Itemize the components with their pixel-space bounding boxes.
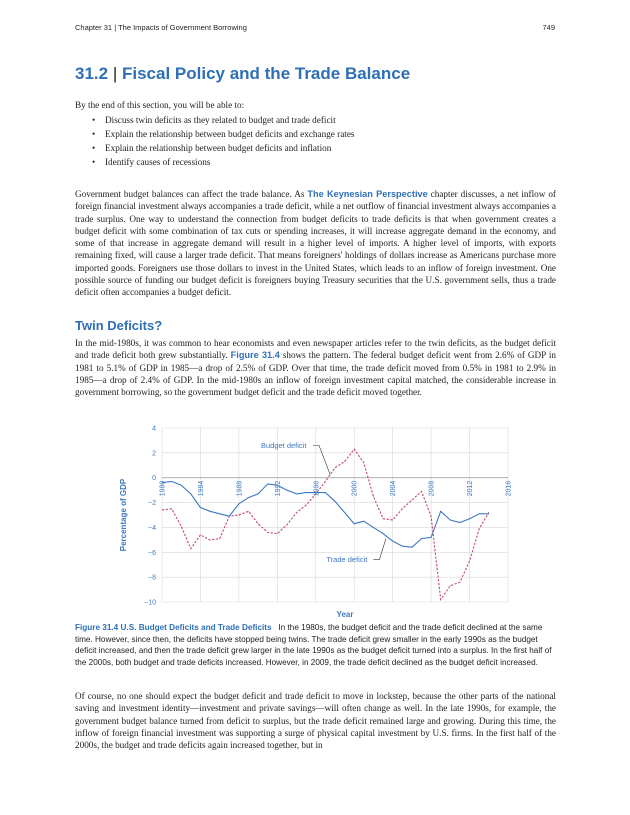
budget-deficit-point xyxy=(479,528,480,529)
paragraph-lockstep: Of course, no one should expect the budget deficit and trade deficit to move in lockstep, because the other parts of the national saving and investment identity—investment and private savings—will often change as well. In the late 1990s, for example, the government budget balance turned from deficit to surplus, but the trade deficit remained large and growing. During this time, the inflow of foreign financial investment was supporting a surge of physical capital investment by U.S. firms. In the first half of the 2000s, the budget and trade deficits again increased together, but in xyxy=(75,691,556,751)
budget-deficit-point xyxy=(402,508,403,509)
x-tick-label: 2000 xyxy=(351,480,359,497)
figure-caption-text: In the 1980s, the budget deficit and the trade deficit declined at the same time. However, since then, the deficits have stopped being twins. The trade deficit grew smaller in the early 1990s as the budget deficit increased, and then the trade deficit grew larger in the late 1990s as the budget deficit turned into a surplus. In the first half of the 2000s, both budget and trade deficits increased. However, in 2009, the trade deficit declined as the budget deficit increased. xyxy=(75,623,552,667)
budget-deficit-point xyxy=(181,526,182,527)
x-axis-title: Year xyxy=(336,610,354,619)
trade-deficit-point xyxy=(344,512,345,513)
trade-deficit-point xyxy=(440,511,441,512)
trade-deficit-point xyxy=(248,497,249,498)
trade-deficit-point xyxy=(488,513,489,514)
budget-deficit-point xyxy=(383,518,384,519)
section-number: 31.2 xyxy=(75,64,109,83)
trade-deficit-point xyxy=(460,522,461,523)
budget-deficit-point xyxy=(277,533,278,534)
trade-deficit-point xyxy=(219,513,220,514)
section-separator: | xyxy=(112,64,118,83)
trade-deficit-point xyxy=(200,507,201,508)
trade-deficit-point xyxy=(315,492,316,493)
running-title: Chapter 31 | The Impacts of Government Borrowing xyxy=(75,23,247,32)
running-header xyxy=(75,23,555,32)
budget-deficit-label: Budget deficit xyxy=(260,440,307,450)
paragraph-text: Government budget balances can affect the trade balance. As xyxy=(75,189,308,199)
y-tick-label: −2 xyxy=(148,500,156,508)
budget-deficit-point xyxy=(469,561,470,562)
figure-caption xyxy=(75,622,555,668)
x-tick-label: 2008 xyxy=(428,480,436,497)
keynesian-perspective-link[interactable]: The Keynesian Perspective xyxy=(307,189,428,199)
x-tick-label: 1984 xyxy=(197,480,205,497)
paragraph-budget-trade xyxy=(75,188,556,299)
trade-deficit-point xyxy=(267,484,268,485)
budget-deficit-point xyxy=(373,496,374,497)
budget-deficit-point xyxy=(363,462,364,463)
objective-item: • Explain the relationship between budget deficits and exchange rates xyxy=(92,127,552,141)
trade-deficit-point xyxy=(469,518,470,519)
budget-deficit-point xyxy=(344,461,345,462)
deficits-chart xyxy=(110,420,530,620)
budget-deficit-point xyxy=(460,582,461,583)
budget-deficit-point xyxy=(190,548,191,549)
y-tick-label: 4 xyxy=(152,425,156,433)
budget-deficit-point xyxy=(267,532,268,533)
budget-deficit-point xyxy=(488,512,489,513)
budget-deficit-point xyxy=(450,585,451,586)
trade-deficit-point xyxy=(162,482,163,483)
trade-deficit-label: Trade deficit xyxy=(326,555,368,565)
trade-deficit-point xyxy=(383,533,384,534)
budget-deficit-point xyxy=(210,539,211,540)
trade-deficit-point xyxy=(421,538,422,539)
trade-deficit-point xyxy=(190,493,191,494)
budget-deficit-point xyxy=(354,449,355,450)
trade-deficit-point xyxy=(392,541,393,542)
trade-deficit-point xyxy=(325,492,326,493)
budget-deficit-point xyxy=(431,516,432,517)
x-tick-label: 1988 xyxy=(236,480,244,497)
budget-deficit-point xyxy=(171,508,172,509)
section-title-text: Fiscal Policy and the Trade Balance xyxy=(121,64,411,83)
trade-deficit-point xyxy=(296,493,297,494)
budget-deficit-point xyxy=(296,512,297,513)
objective-item: • Explain the relationship between budget deficits and inflation xyxy=(92,141,552,155)
trade-deficit-point xyxy=(258,493,259,494)
budget-deficit-point xyxy=(258,523,259,524)
trade-deficit-point xyxy=(373,527,374,528)
trade-deficit-point xyxy=(354,523,355,524)
y-tick-label: 0 xyxy=(152,475,156,483)
objective-item: • Discuss twin deficits as they related to budget and trade deficit xyxy=(92,113,552,127)
trade-deficit-point xyxy=(306,492,307,493)
trade-deficit-point xyxy=(479,513,480,514)
x-tick-label: 1980 xyxy=(159,480,167,497)
x-tick-label: 1996 xyxy=(313,480,321,497)
page-number: 749 xyxy=(542,23,555,32)
trade-deficit-point xyxy=(287,490,288,491)
x-tick-label: 2004 xyxy=(390,480,398,497)
trade-deficit-point xyxy=(238,503,239,504)
budget-deficit-point xyxy=(200,534,201,535)
trade-deficit-line xyxy=(159,480,489,547)
trade-deficit-point xyxy=(210,511,211,512)
paragraph-text: shows the pattern. The federal budget deficit went from 2.6% of GDP in 1981 to 5.1% of GDP in 1985—a drop of 2.5% of GDP. Over that time, the trade deficit moved from 0.5% in 1981 to 2.9% in 1985—a drop of 2.4% of GDP. In the mid-1980s an inflow of foreign investment capital matched, the considerable increase in government borrowing, so the government budget deficit and the trade deficit moved together. xyxy=(75,350,556,398)
budget-deficit-point xyxy=(411,500,412,501)
objective-item: • Identify causes of recessions xyxy=(92,155,552,169)
trade-deficit-point xyxy=(181,485,182,486)
y-axis-title: Percentage of GDP xyxy=(119,478,128,552)
y-tick-label: −8 xyxy=(148,574,156,582)
trade-deficit-point xyxy=(450,520,451,521)
y-tick-label: −10 xyxy=(144,599,156,607)
paragraph-text: chapter discusses, a net inflow of foreign financial investment always accompanies a trade deficit, while a net outflow of financial investment always accompanies a trade surplus. One way to understand the connection from budget deficits to trade deficits is that when government creates a budget deficit with some combination of tax cuts or spending increases, it will increase aggregate demand in the economy, and some of that increase in aggregate demand will result in a higher level of imports. A higher level of imports, with exports remaining fixed, will cause a larger trade deficit. That means foreigners' holdings of dollars increase as Americans purchase more imported goods. Foreigners use those dollars to invest in the United States, which leads to an inflow of foreign investment. One possible source of funding our budget deficit is foreigners buying Treasury securities that the U.S. government sells, thus a trade deficit often accompanies a budget deficit. xyxy=(75,189,556,298)
budget-deficit-point xyxy=(162,510,163,511)
paragraph-text: In the mid-1980s, it was common to hear economists and even newspaper articles refer to the twin deficits, as the budget deficit and trade deficit both grew substantially. xyxy=(75,338,556,361)
trade-deficit-point xyxy=(431,537,432,538)
trade-deficit-point xyxy=(335,501,336,502)
y-tick-label: −4 xyxy=(148,524,156,532)
trade-deficit-leader xyxy=(373,539,386,560)
budget-deficit-point xyxy=(219,538,220,539)
x-tick-label: 2012 xyxy=(467,480,475,497)
budget-deficit-point xyxy=(315,493,316,494)
figure-reference-link[interactable]: Figure 31.4 xyxy=(230,350,280,361)
budget-deficit-point xyxy=(392,520,393,521)
paragraph-twin-deficits xyxy=(75,337,556,398)
budget-deficit-point xyxy=(287,525,288,526)
figure-caption-title: Figure 31.4 U.S. Budget Deficits and Trade Deficits xyxy=(75,623,272,632)
objectives-intro: By the end of this section, you will be able to: xyxy=(75,100,245,110)
x-tick-label: 1992 xyxy=(274,480,282,497)
trade-deficit-point xyxy=(363,521,364,522)
trade-deficit-point xyxy=(402,546,403,547)
y-tick-label: −6 xyxy=(148,549,156,557)
budget-deficit-point xyxy=(335,467,336,468)
trade-deficit-point xyxy=(277,485,278,486)
objectives-list xyxy=(92,113,552,169)
budget-deficit-point xyxy=(421,491,422,492)
budget-deficit-point xyxy=(306,505,307,506)
trade-deficit-point xyxy=(411,547,412,548)
twin-deficits-heading: Twin Deficits? xyxy=(75,318,163,333)
trade-deficit-point xyxy=(229,516,230,517)
budget-deficit-point xyxy=(440,599,441,600)
trade-deficit-point xyxy=(171,481,172,482)
budget-deficit-point xyxy=(238,515,239,516)
budget-deficit-point xyxy=(325,481,326,482)
budget-deficit-point xyxy=(248,511,249,512)
section-title xyxy=(75,64,410,84)
y-tick-label: 2 xyxy=(152,450,156,458)
x-tick-label: 2016 xyxy=(505,480,513,497)
